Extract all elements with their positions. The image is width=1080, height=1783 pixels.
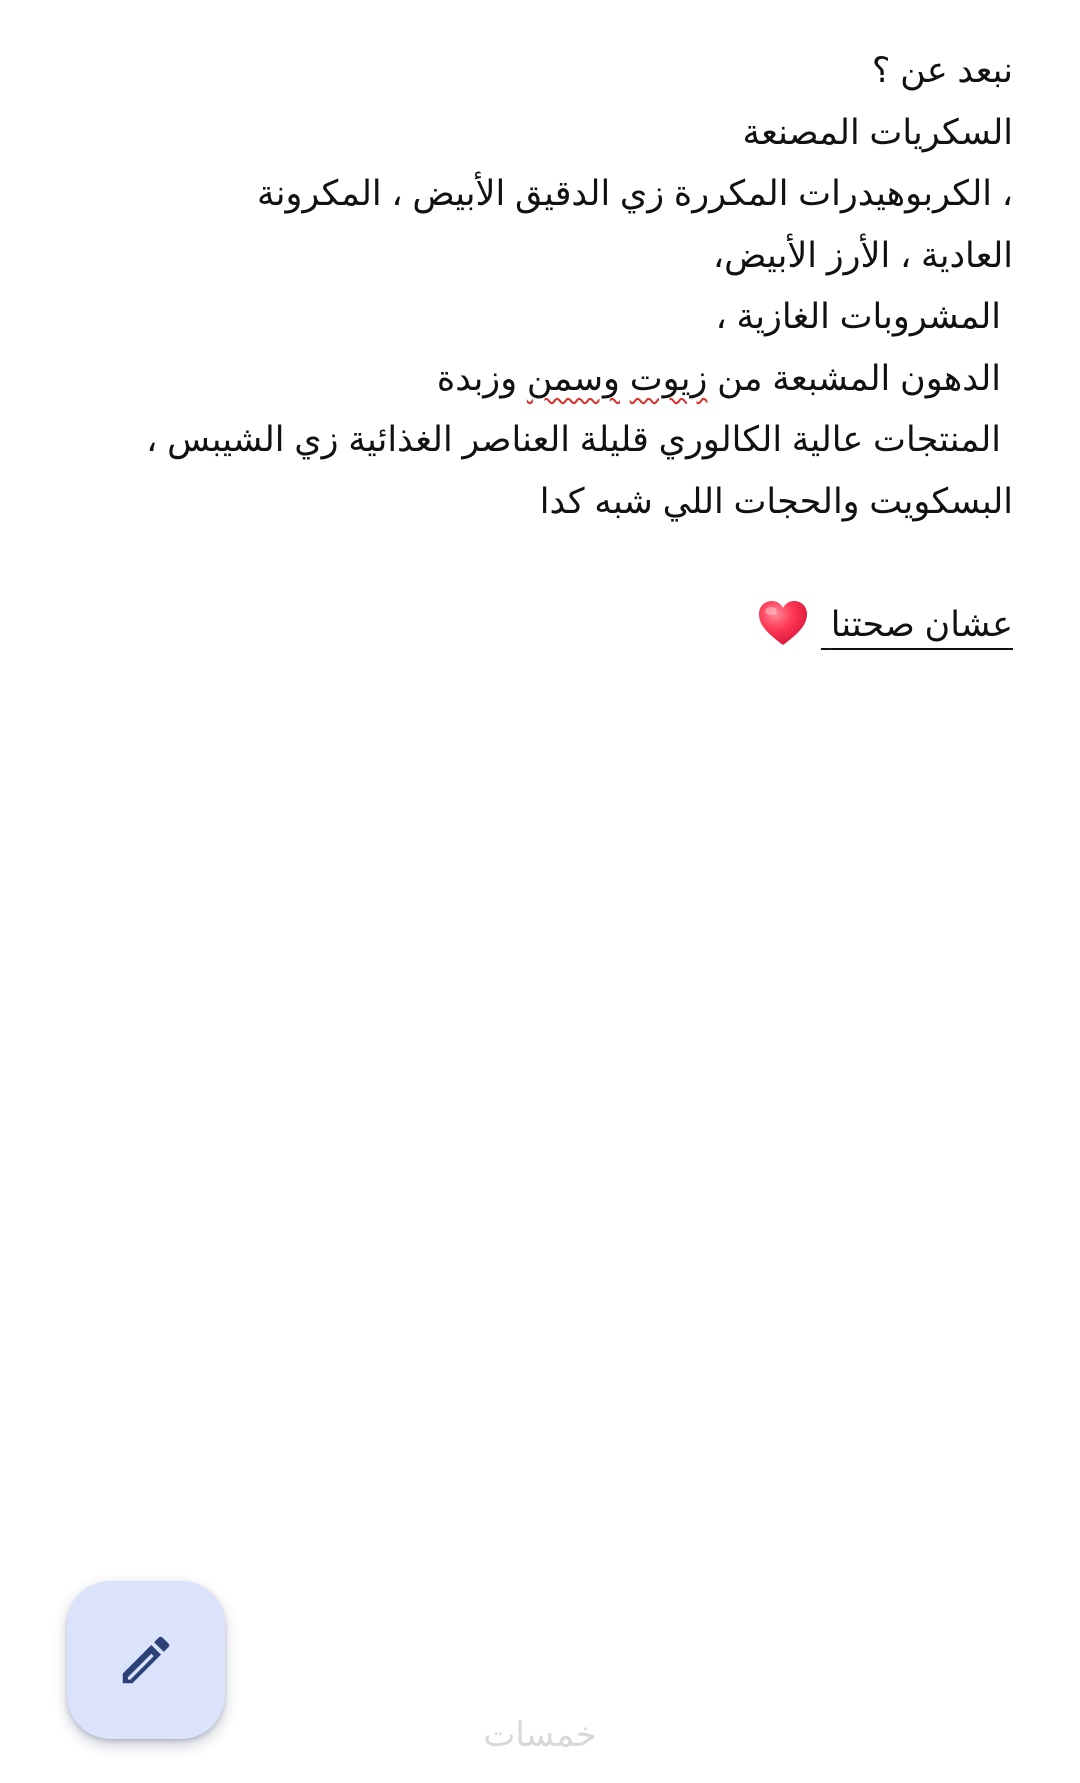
misspelled-word[interactable]: زيوت bbox=[629, 358, 708, 398]
closing-text bbox=[757, 594, 1013, 656]
closing-line bbox=[113, 594, 1013, 656]
text-line: البسكويت والحجات اللي شبه كدا bbox=[539, 481, 1013, 521]
text-segment: الدهون المشبعة من bbox=[707, 358, 1001, 398]
text-segment: وزبدة bbox=[436, 358, 527, 398]
pencil-icon bbox=[115, 1629, 177, 1691]
blank-line bbox=[113, 532, 1013, 594]
text-line bbox=[113, 348, 1013, 410]
text-line: المنتجات عالية الكالوري قليلة العناصر الغذائية زي الشيبس ، bbox=[146, 420, 1001, 459]
closing-label: عشان صحتنا bbox=[830, 604, 1013, 644]
text-line: السكريات المصنعة bbox=[742, 112, 1013, 152]
misspelled-word[interactable]: وسمن bbox=[526, 358, 620, 398]
text-line: العادية ، الأرز الأبيض، bbox=[712, 235, 1013, 275]
heart-icon bbox=[757, 599, 809, 647]
document-body[interactable] bbox=[113, 40, 1013, 655]
text-line: نبعد عن ؟ bbox=[871, 51, 1013, 90]
watermark: خمسات bbox=[483, 1716, 597, 1754]
text-line: المشروبات الغازية ، bbox=[715, 297, 1001, 336]
text-line: ، الكربوهيدرات المكررة زي الدقيق الأبيض ، المكرونة bbox=[256, 174, 1013, 213]
